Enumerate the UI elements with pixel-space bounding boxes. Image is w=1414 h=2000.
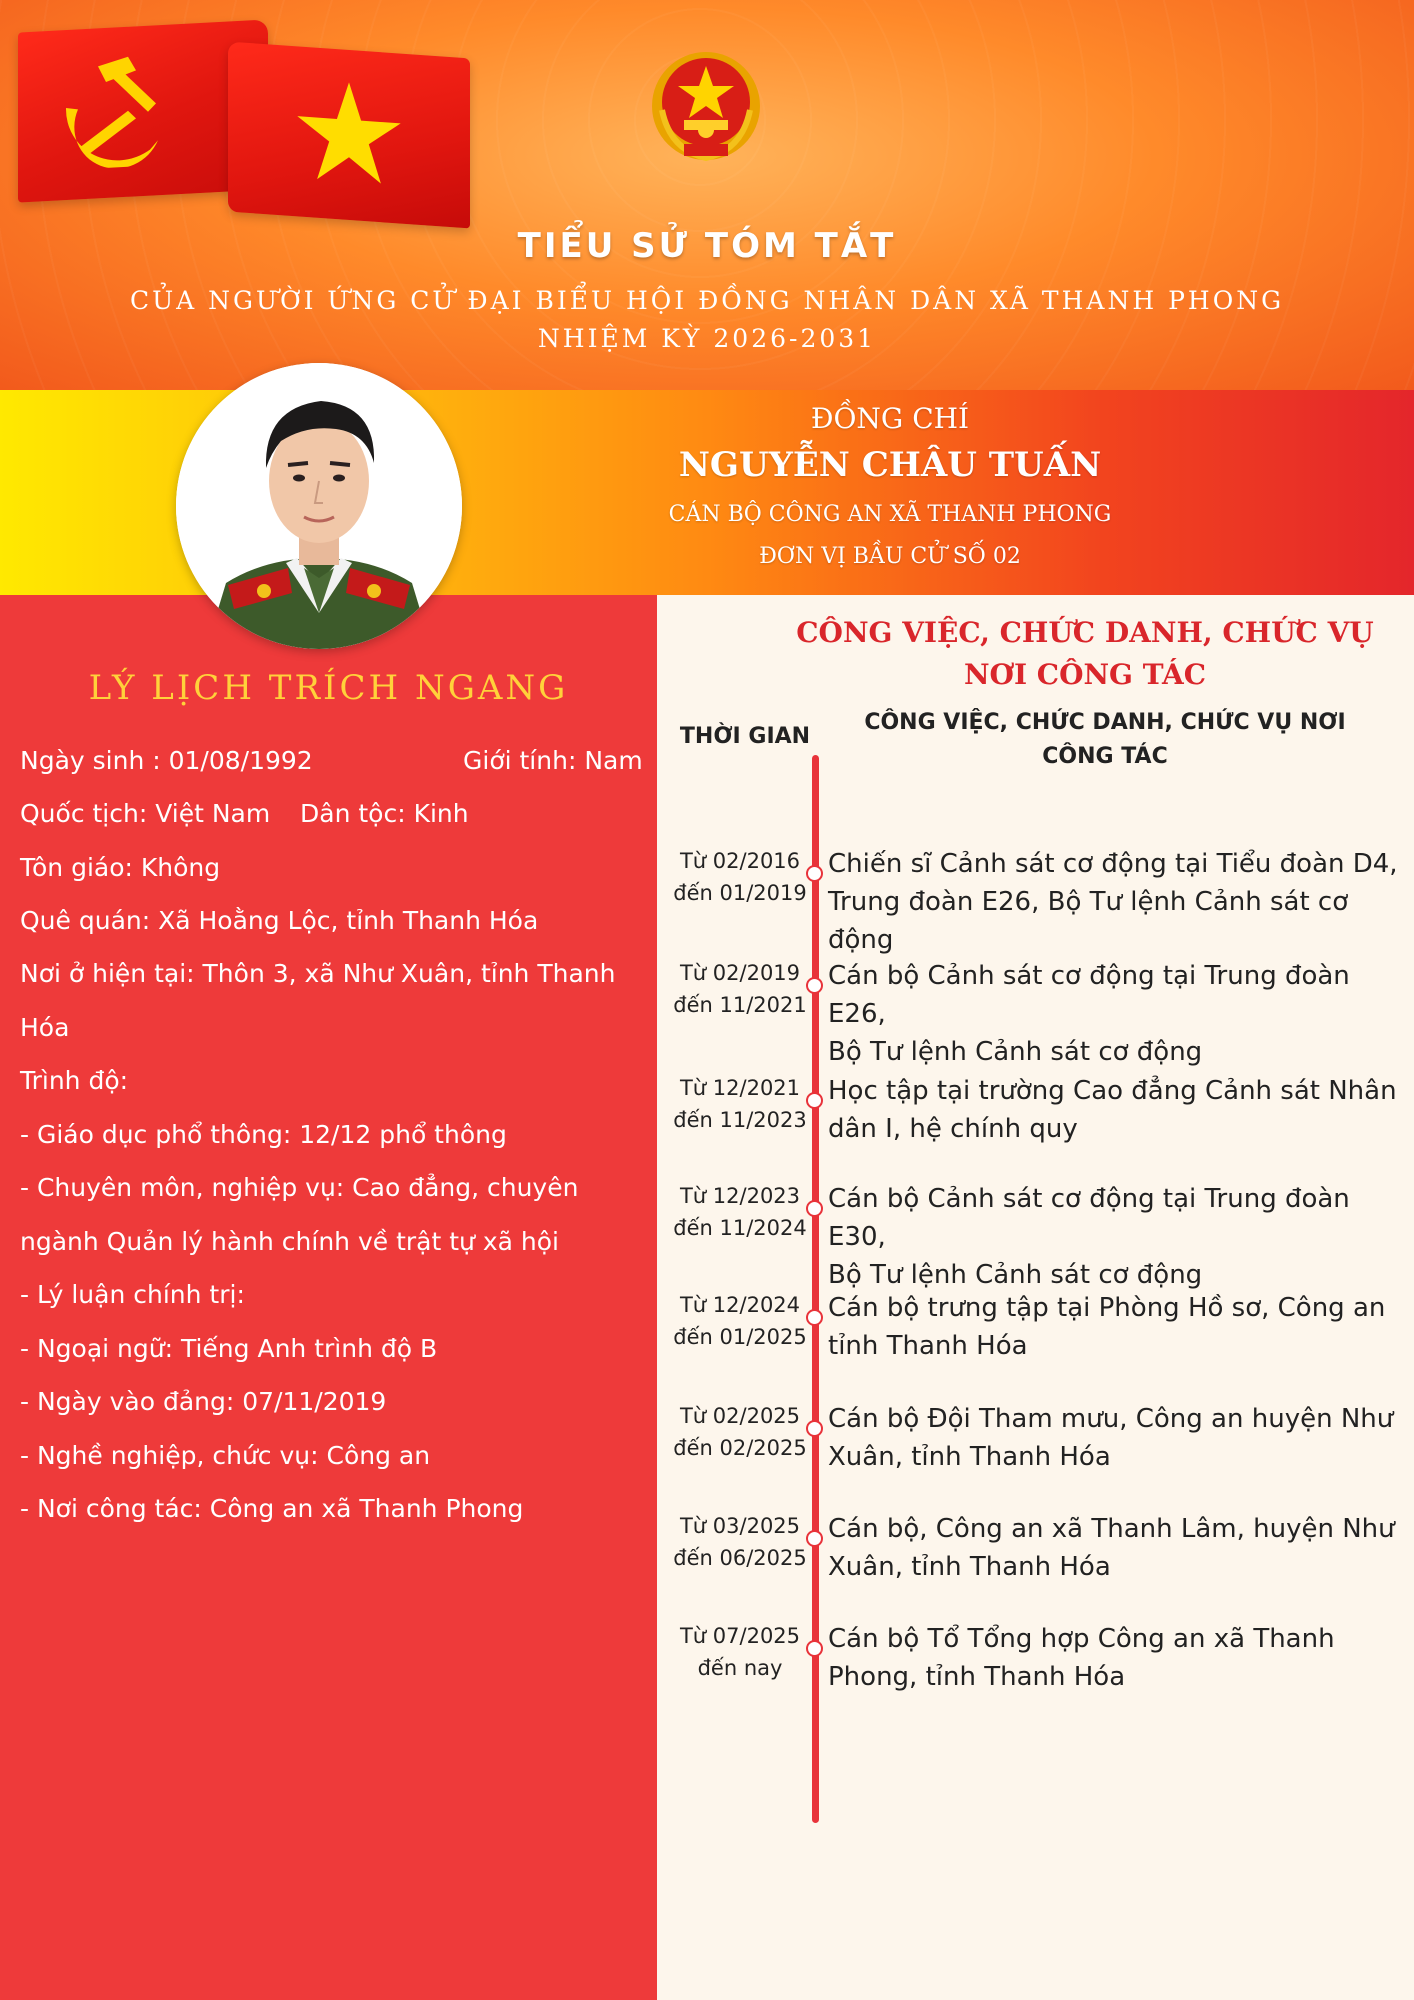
timeline-date-from: Từ 02/2025	[679, 1404, 801, 1428]
timeline-date-to: đến 11/2024	[673, 1216, 807, 1240]
hometown: Quê quán: Xã Hoằng Lộc, tỉnh Thanh Hóa	[20, 906, 539, 935]
timeline-dot	[806, 1200, 823, 1217]
document-subtitle: CỦA NGƯỜI ỨNG CỬ ĐẠI BIỂU HỘI ĐỒNG NHÂN DÂN XÃ THANH PHONG	[129, 286, 1285, 315]
professional-line-1: - Chuyên môn, nghiệp vụ: Cao đẳng, chuyên	[20, 1173, 579, 1202]
nationality: Quốc tịch: Việt Nam	[20, 799, 271, 828]
timeline-date	[665, 1510, 815, 1574]
timeline-description	[828, 1510, 1398, 1586]
header	[0, 0, 1414, 390]
col-header-description	[840, 706, 1370, 774]
timeline-description	[828, 1180, 1398, 1294]
timeline-date	[665, 845, 815, 909]
timeline-date-to: đến nay	[697, 1656, 783, 1680]
timeline-date	[665, 1180, 815, 1244]
vietnam-flag	[228, 42, 470, 229]
education-heading: Trình độ:	[20, 1066, 129, 1095]
timeline-date-from: Từ 07/2025	[679, 1624, 801, 1648]
timeline-dot	[806, 1309, 823, 1326]
timeline-description-line-2: tỉnh Thanh Hóa	[828, 1331, 1028, 1361]
timeline-description-line-1: Cán bộ, Công an xã Thanh Lâm, huyện Như	[828, 1514, 1395, 1544]
religion: Tôn giáo: Không	[20, 853, 221, 882]
electoral-unit: ĐƠN VỊ BẦU CỬ SỐ 02	[759, 544, 1021, 569]
timeline-description-line-1: Học tập tại trường Cao đẳng Cảnh sát Nhân	[828, 1076, 1397, 1106]
term: NHIỆM KỲ 2026-2031	[537, 324, 877, 353]
resume-title: LÝ LỊCH TRÍCH NGANG	[88, 668, 569, 708]
workplace: - Nơi công tác: Công an xã Thanh Phong	[20, 1494, 524, 1523]
portrait-icon	[176, 363, 462, 649]
col-header-description-line-2: CÔNG TÁC	[1042, 744, 1168, 769]
timeline-description-line-1: Cán bộ trưng tập tại Phòng Hồ sơ, Công an	[828, 1293, 1386, 1323]
timeline-description-line-1: Cán bộ Đội Tham mưu, Công an huyện Như	[828, 1404, 1394, 1434]
timeline-description-line-2: dân I, hệ chính quy	[828, 1114, 1078, 1144]
document-title: TIỂU SỬ TÓM TẮT	[517, 226, 897, 266]
timeline-date-to: đến 01/2025	[673, 1325, 807, 1349]
timeline-date-from: Từ 02/2019	[679, 961, 801, 985]
timeline-description-line-2: Xuân, tỉnh Thanh Hóa	[828, 1552, 1111, 1582]
timeline-date-to: đến 01/2019	[673, 881, 807, 905]
timeline-date-from: Từ 12/2023	[679, 1184, 801, 1208]
timeline-description-line-2: Xuân, tỉnh Thanh Hóa	[828, 1442, 1111, 1472]
timeline-date-from: Từ 03/2025	[679, 1514, 801, 1538]
candidate-photo	[176, 363, 462, 649]
career-title-line-1: CÔNG VIỆC, CHỨC DANH, CHỨC VỤ	[796, 616, 1374, 649]
timeline-description	[828, 845, 1398, 959]
gender: Giới tính: Nam	[463, 746, 643, 775]
timeline-description	[828, 1289, 1398, 1365]
foreign-language: - Ngoại ngữ: Tiếng Anh trình độ B	[20, 1334, 438, 1363]
timeline-dot	[806, 977, 823, 994]
timeline-description	[828, 1620, 1398, 1696]
timeline-description-line-1: Cán bộ Cảnh sát cơ động tại Trung đoàn E30,	[828, 1184, 1350, 1252]
political-theory: - Lý luận chính trị:	[20, 1280, 245, 1309]
national-emblem-icon	[650, 50, 762, 162]
hammer-sickle-icon	[58, 43, 198, 170]
timeline-dot	[806, 1640, 823, 1657]
timeline-description-line-1: Chiến sĩ Cảnh sát cơ động tại Tiểu đoàn D4,	[828, 849, 1398, 879]
timeline-date	[665, 1620, 815, 1684]
ethnicity: Dân tộc: Kinh	[300, 799, 469, 828]
timeline-description	[828, 957, 1398, 1071]
career-title	[790, 612, 1380, 696]
timeline-date	[665, 1400, 815, 1464]
timeline-description	[828, 1072, 1398, 1148]
timeline-dot	[806, 865, 823, 882]
timeline-description-line-2: Trung đoàn E26, Bộ Tư lệnh Cảnh sát cơ động	[828, 887, 1349, 955]
dob: Ngày sinh : 01/08/1992	[20, 746, 313, 775]
timeline-description-line-2: Bộ Tư lệnh Cảnh sát cơ động	[828, 1037, 1203, 1067]
timeline-date-to: đến 06/2025	[673, 1546, 807, 1570]
timeline-date-from: Từ 02/2016	[679, 849, 801, 873]
party-join-date: - Ngày vào đảng: 07/11/2019	[20, 1387, 387, 1416]
col-header-description-line-1: CÔNG VIỆC, CHỨC DANH, CHỨC VỤ NƠI	[864, 710, 1346, 735]
timeline-date-from: Từ 12/2021	[679, 1076, 801, 1100]
honorific: ĐỒNG CHÍ	[810, 402, 970, 435]
timeline-date-from: Từ 12/2024	[679, 1293, 801, 1317]
timeline-description-line-1: Cán bộ Tổ Tổng hợp Công an xã Thanh	[828, 1624, 1335, 1654]
professional-line-2: ngành Quản lý hành chính về trật tự xã hội	[20, 1227, 559, 1256]
general-education: - Giáo dục phổ thông: 12/12 phổ thông	[20, 1120, 507, 1149]
timeline-dot	[806, 1092, 823, 1109]
career-title-line-2: NƠI CÔNG TÁC	[963, 658, 1207, 691]
occupation: - Nghề nghiệp, chức vụ: Công an	[20, 1441, 431, 1470]
timeline-description-line-2: Bộ Tư lệnh Cảnh sát cơ động	[828, 1260, 1203, 1290]
timeline-description-line-2: Phong, tỉnh Thanh Hóa	[828, 1662, 1126, 1692]
candidate-position: CÁN BỘ CÔNG AN XÃ THANH PHONG	[668, 502, 1112, 527]
candidate-name: NGUYỄN CHÂU TUẤN	[678, 445, 1102, 485]
timeline-description-line-1: Cán bộ Cảnh sát cơ động tại Trung đoàn E26,	[828, 961, 1350, 1029]
timeline-date	[665, 957, 815, 1021]
col-header-time: THỜI GIAN	[679, 724, 811, 749]
timeline-description	[828, 1400, 1398, 1476]
timeline-dot	[806, 1530, 823, 1547]
timeline-date-to: đến 02/2025	[673, 1436, 807, 1460]
timeline-date	[665, 1072, 815, 1136]
timeline-date-to: đến 11/2023	[673, 1108, 807, 1132]
timeline-date-to: đến 11/2021	[673, 993, 807, 1017]
residence-line-2: Hóa	[20, 1013, 70, 1042]
timeline-dot	[806, 1420, 823, 1437]
residence-line-1: Nơi ở hiện tại: Thôn 3, xã Như Xuân, tỉnh Thanh	[20, 959, 616, 988]
timeline-date	[665, 1289, 815, 1353]
star-icon	[294, 74, 404, 192]
